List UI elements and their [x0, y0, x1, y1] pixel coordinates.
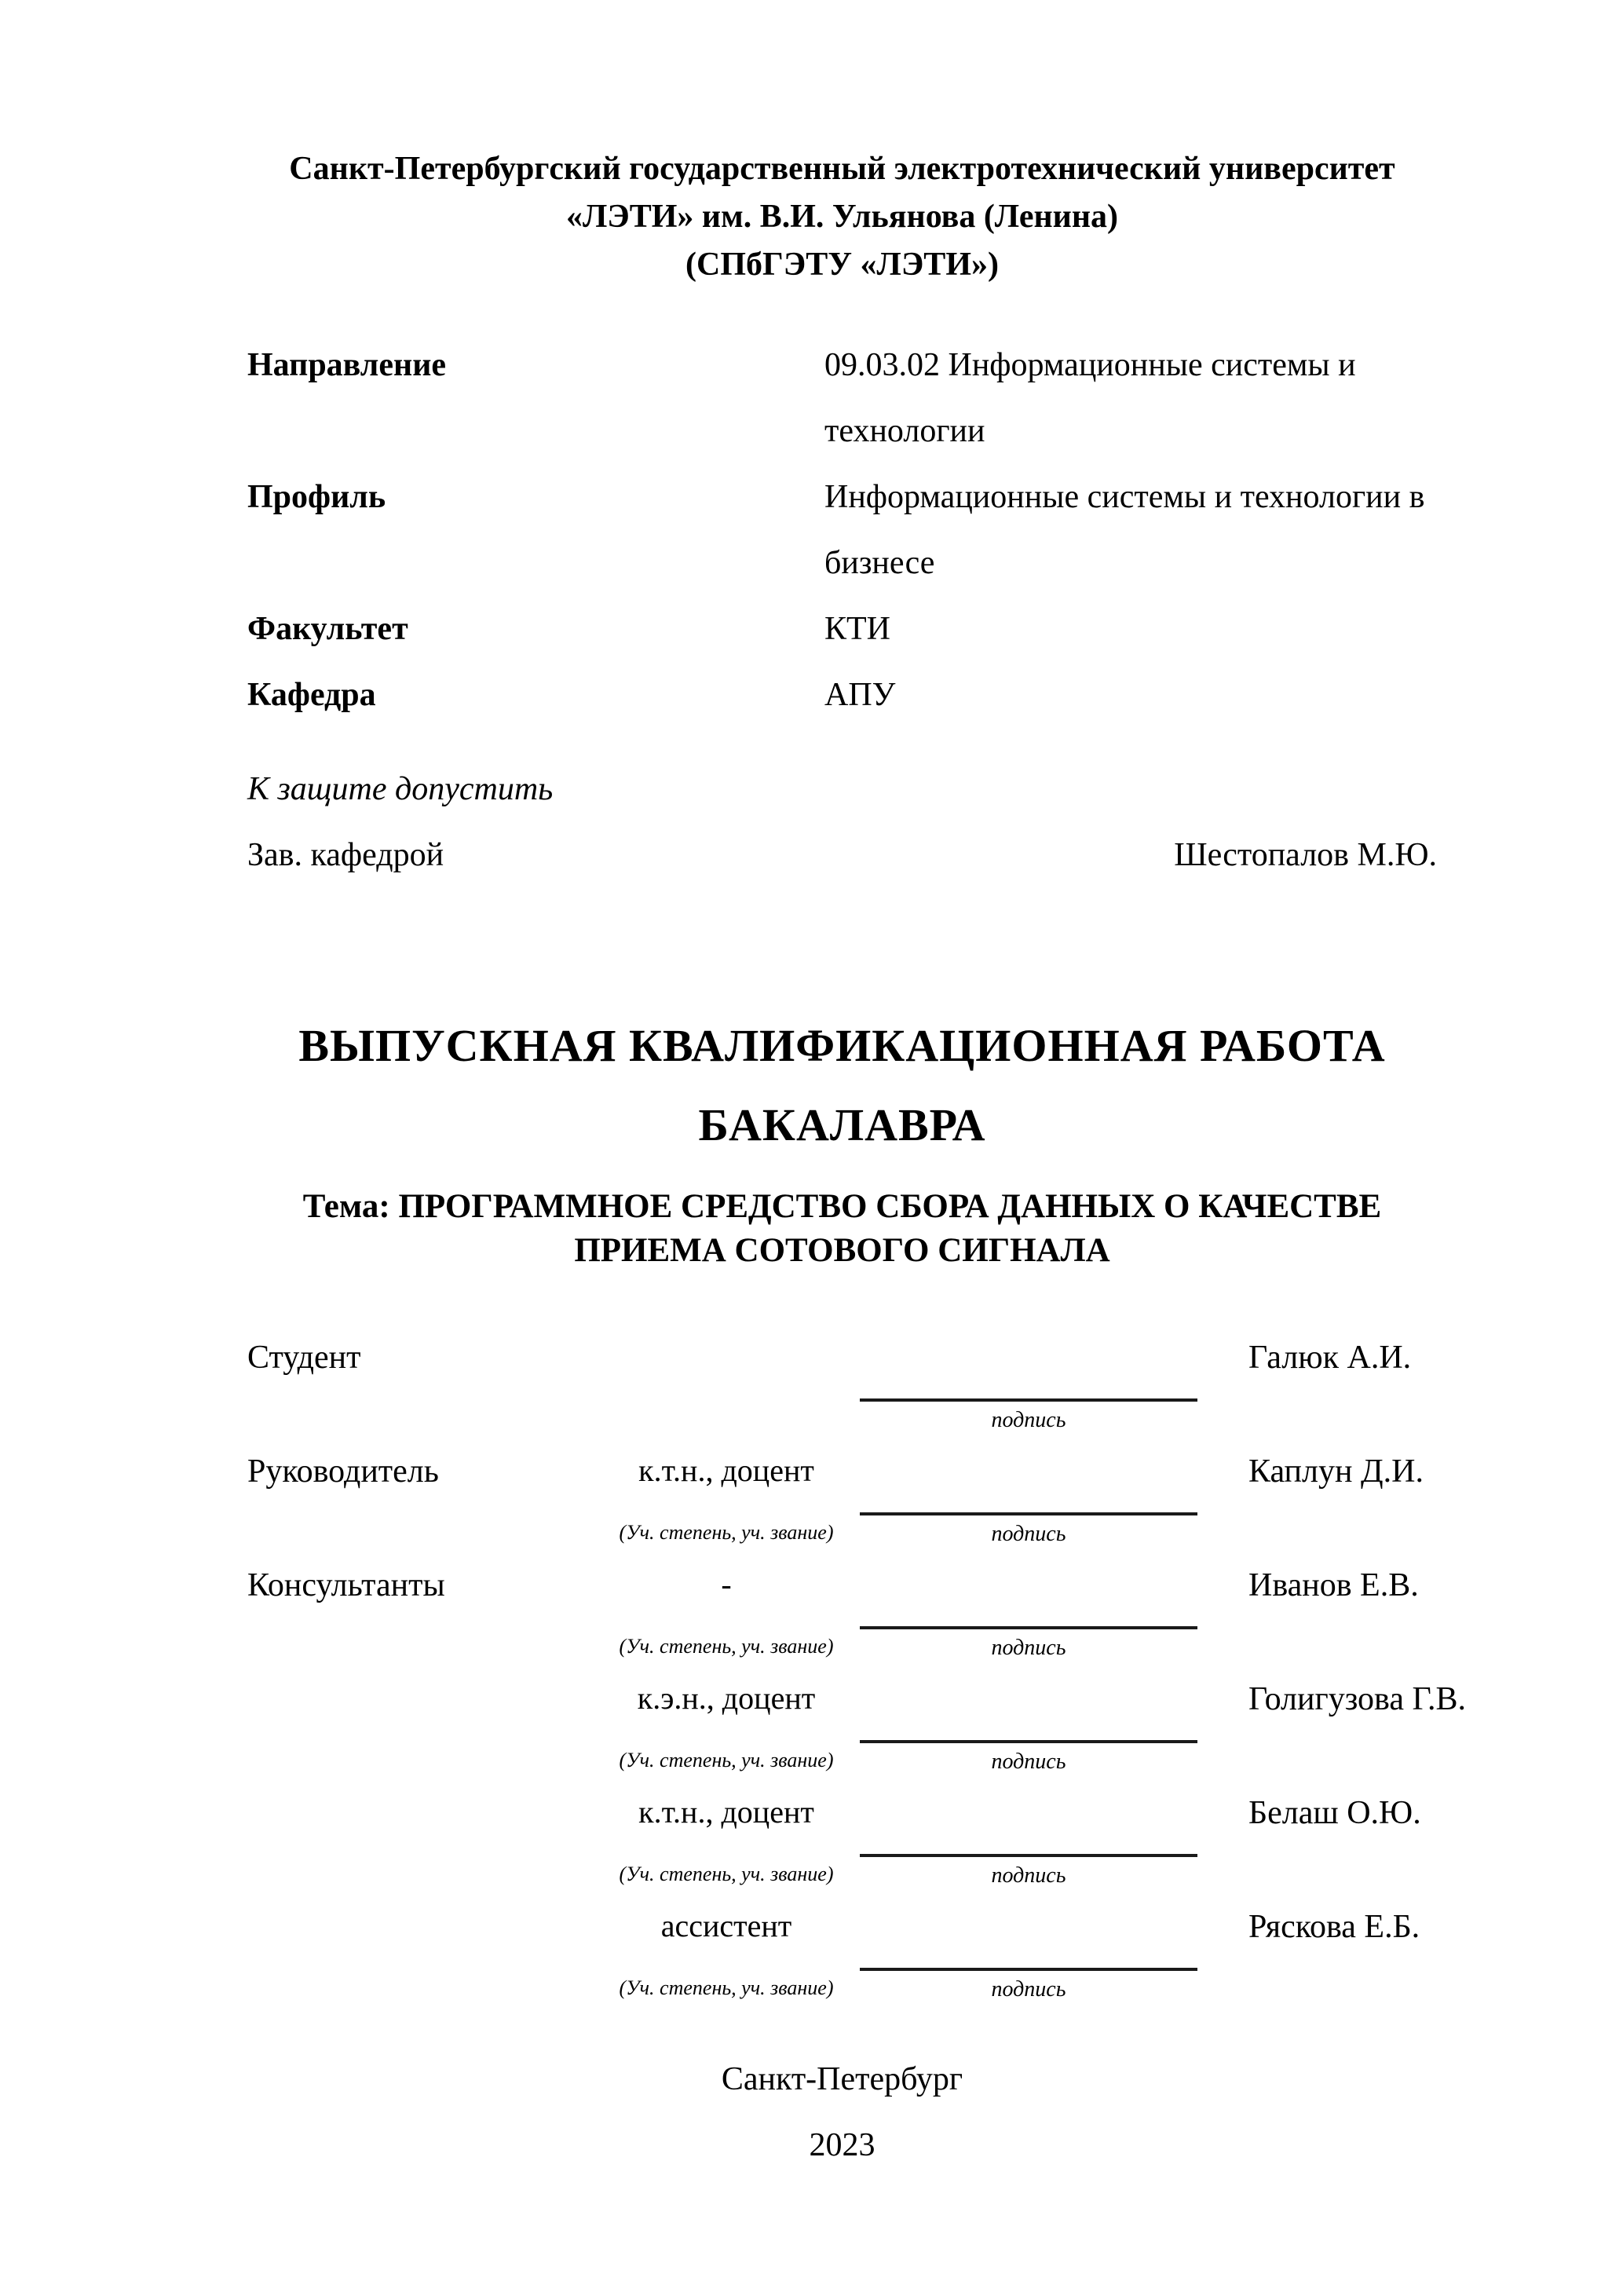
signature-caption: подпись — [991, 1636, 1066, 1661]
signature-line — [860, 1446, 1197, 1515]
field-row-faculty — [247, 596, 1437, 662]
degree-caption: (Уч. степень, уч. звание) — [619, 1749, 834, 1772]
signature-role-label: Руководитель — [247, 1453, 439, 1490]
signature-caption: подпись — [991, 1408, 1066, 1433]
field-label-profile: Профиль — [247, 478, 386, 515]
department-head-name: Шестопалов М.Ю. — [1174, 836, 1437, 873]
field-value-direction: 09.03.02 Информационные системы и технологии — [824, 346, 1356, 449]
signature-line — [860, 1788, 1197, 1857]
signature-line — [860, 1902, 1197, 1971]
signature-role-label: Студент — [247, 1340, 361, 1377]
footer-year: 2023 — [809, 2127, 875, 2164]
thesis-theme-line1: Тема: ПРОГРАММНОЕ СРЕДСТВО СБОРА ДАННЫХ О КАЧЕСТВЕ — [302, 1187, 1382, 1225]
degree-caption: (Уч. степень, уч. звание) — [619, 1521, 834, 1545]
admission-note: К защите допустить — [247, 770, 554, 807]
signature-name: Белаш О.Ю. — [1248, 1795, 1421, 1832]
signature-caption: подпись — [991, 1522, 1066, 1547]
thesis-theme — [247, 1185, 1437, 1274]
field-row-direction — [247, 332, 1437, 464]
signature-row-supervisor — [247, 1446, 1437, 1548]
signature-role-label — [247, 1788, 605, 1794]
university-name-line2: «ЛЭТИ» им. В.И. Ульянова (Ленина) — [565, 198, 1119, 235]
signature-role-label — [247, 1674, 605, 1680]
admission-block — [247, 756, 1437, 888]
signature-name: Иванов Е.В. — [1248, 1567, 1419, 1604]
field-value-faculty: КТИ — [824, 610, 890, 647]
field-label-direction: Направление — [247, 346, 447, 383]
field-label-department: Кафедра — [247, 676, 376, 713]
signature-row-consultant-4 — [247, 1902, 1437, 2003]
department-head-label: Зав. кафедрой — [247, 836, 444, 873]
signature-row-consultant-1 — [247, 1560, 1437, 1662]
footer-city: Санкт-Петербург — [721, 2061, 963, 2098]
signature-line — [860, 1560, 1197, 1629]
signature-degree: ассистент — [660, 1908, 792, 1944]
signature-role-label — [247, 1902, 605, 1908]
university-abbreviation: (СПбГЭТУ «ЛЭТИ») — [685, 246, 999, 283]
signature-row-student — [247, 1333, 1437, 1434]
thesis-theme-line2: ПРИЕМА СОТОВОГО СИГНАЛА — [574, 1232, 1110, 1270]
field-row-department — [247, 662, 1437, 728]
signature-row-consultant-2 — [247, 1674, 1467, 1775]
signature-row-consultant-3 — [247, 1788, 1437, 1889]
field-row-profile — [247, 464, 1437, 596]
university-name-line1: Санкт-Петербургский государственный электротехнический университет — [289, 151, 1395, 187]
degree-caption: (Уч. степень, уч. звание) — [619, 1976, 834, 2000]
signature-degree — [605, 1333, 848, 1339]
signature-degree: к.т.н., доцент — [638, 1453, 814, 1489]
thesis-title-line2: БАКАЛАВРА — [698, 1099, 986, 1151]
footer — [247, 2046, 1437, 2178]
signatures-section — [247, 1333, 1467, 2003]
signature-name: Каплун Д.И. — [1248, 1453, 1424, 1490]
degree-caption: (Уч. степень, уч. звание) — [619, 1863, 834, 1886]
field-value-department: АПУ — [824, 676, 896, 713]
university-header — [247, 145, 1437, 289]
degree-caption: (Уч. степень, уч. звание) — [619, 1635, 834, 1658]
signature-role-label: Консультанты — [247, 1567, 445, 1604]
signature-degree: - — [721, 1567, 732, 1603]
signature-caption: подпись — [991, 1749, 1066, 1775]
signature-caption: подпись — [991, 1863, 1066, 1888]
signature-caption: подпись — [991, 1977, 1066, 2002]
field-value-profile: Информационные системы и технологии в бизнесе — [824, 478, 1425, 581]
admission-row — [247, 822, 1437, 888]
field-label-faculty: Факультет — [247, 610, 408, 647]
degree-caption — [605, 1402, 848, 1406]
signature-line — [860, 1333, 1197, 1402]
signature-name: Ряскова Е.Б. — [1248, 1909, 1420, 1946]
signature-line — [860, 1674, 1197, 1743]
signature-degree: к.э.н., доцент — [637, 1680, 816, 1717]
signature-degree: к.т.н., доцент — [638, 1794, 814, 1830]
thesis-title — [247, 1006, 1437, 1165]
thesis-title-line1: ВЫПУСКНАЯ КВАЛИФИКАЦИОННАЯ РАБОТА — [298, 1019, 1386, 1071]
signature-name: Галюк А.И. — [1248, 1340, 1412, 1377]
program-fields — [247, 332, 1437, 728]
signature-name: Голигузова Г.В. — [1248, 1681, 1467, 1718]
